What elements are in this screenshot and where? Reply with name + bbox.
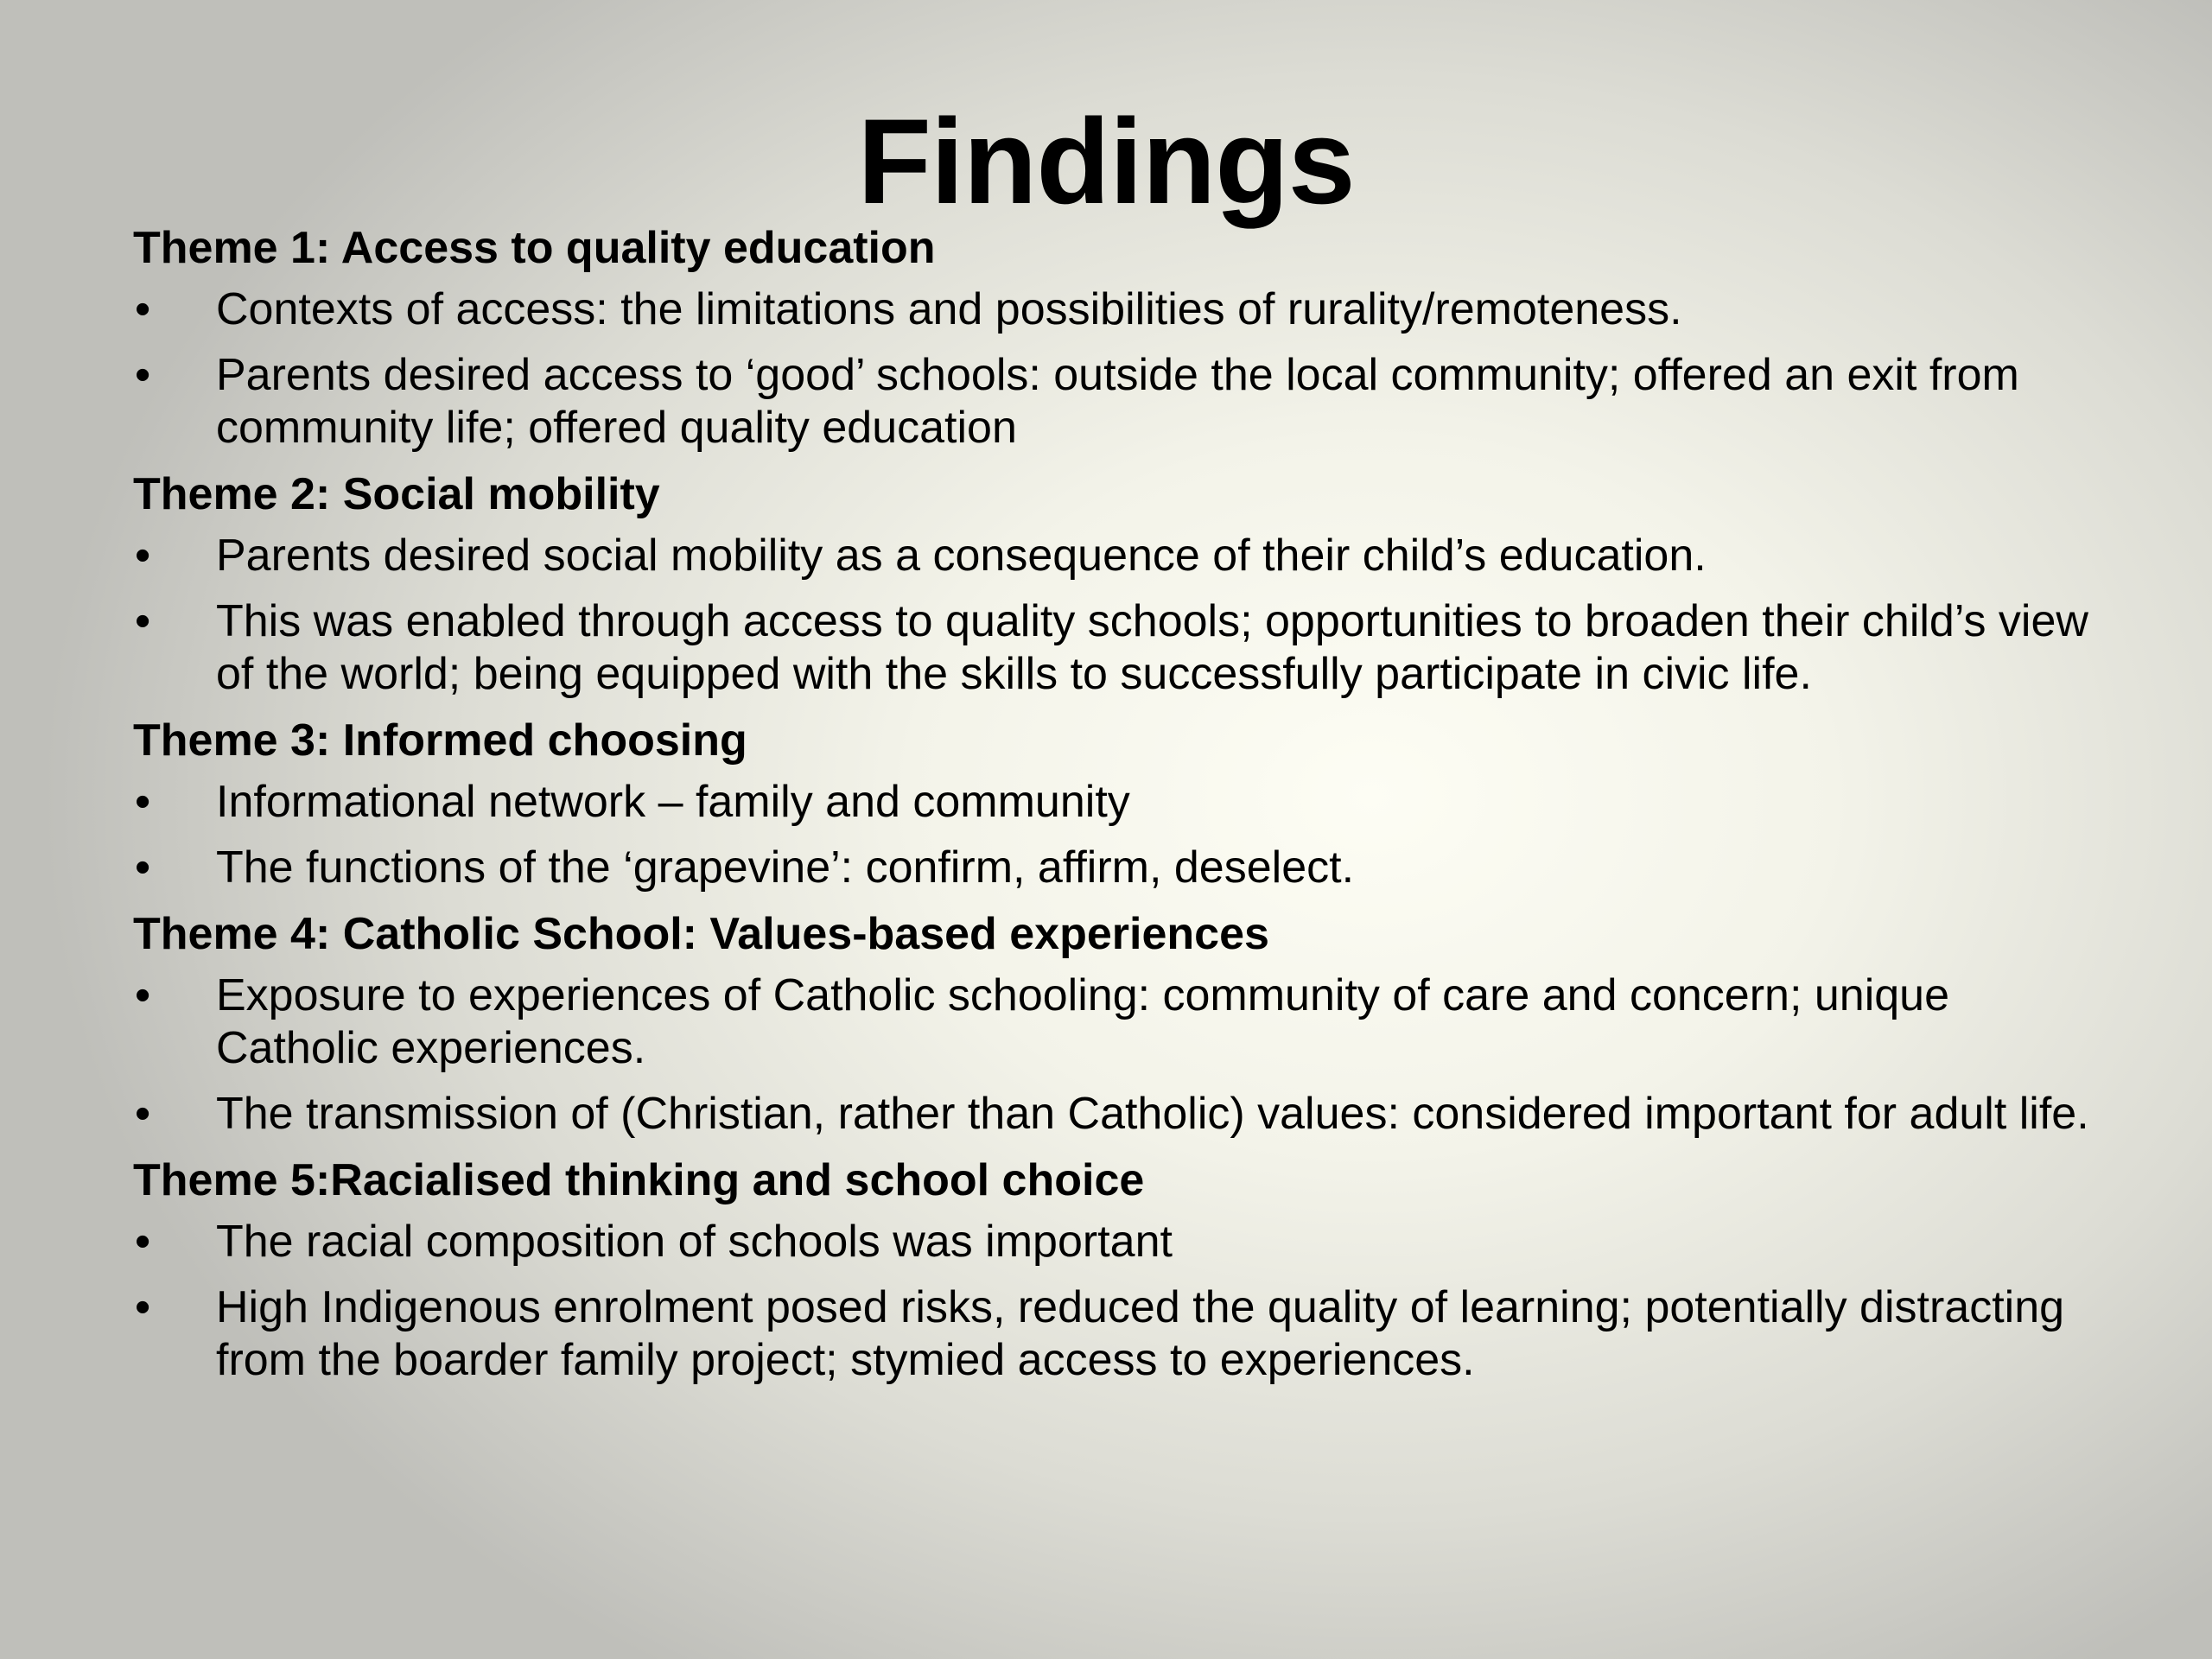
bullet-item	[133, 595, 2094, 701]
bullet-text: Parents desired access to ‘good’ schools: outside the local community; offered an exit from community life; offered quality education	[216, 350, 2019, 453]
bullet-text: Informational network – family and community	[216, 777, 1130, 827]
bullet-item	[133, 969, 2094, 1075]
bullet-icon: •	[135, 842, 151, 893]
bullet-icon: •	[135, 970, 151, 1020]
bullet-icon: •	[135, 1217, 151, 1267]
theme-3-heading: Theme 3: Informed choosing	[133, 715, 747, 766]
bullet-text: This was enabled through access to quality schools; opportunities to broaden their child’s view of the world; being equipped with the skills to successfully participate in civic life.	[216, 596, 2088, 699]
bullet-item	[133, 1216, 2094, 1268]
bullet-text: The racial composition of schools was important	[216, 1217, 1173, 1267]
theme-4-heading: Theme 4: Catholic School: Values-based experiences	[133, 909, 1269, 959]
bullet-text: High Indigenous enrolment posed risks, reduced the quality of learning; potentially distracting from the boarder family project; stymied access to experiences.	[216, 1282, 2065, 1385]
theme-5-heading: Theme 5:Racialised thinking and school choice	[133, 1155, 1145, 1205]
slide-content	[133, 221, 2094, 1400]
slide-title: Findings	[857, 93, 1355, 229]
bullet-icon: •	[135, 1089, 151, 1139]
bullet-item	[133, 842, 2094, 894]
bullet-item	[133, 283, 2094, 336]
bullet-item	[133, 776, 2094, 829]
bullet-text: Exposure to experiences of Catholic schooling: community of care and concern; unique Catholic experiences.	[216, 970, 1950, 1073]
bullet-icon: •	[135, 777, 151, 827]
bullet-item	[133, 1088, 2094, 1141]
bullet-text: Parents desired social mobility as a consequence of their child’s education.	[216, 531, 1707, 581]
theme-1-heading: Theme 1: Access to quality education	[133, 223, 936, 273]
bullet-icon: •	[135, 531, 151, 581]
bullet-item	[133, 349, 2094, 454]
bullet-text: The functions of the ‘grapevine’: confirm, affirm, deselect.	[216, 842, 1355, 893]
bullet-text: Contexts of access: the limitations and possibilities of rurality/remoteness.	[216, 284, 1682, 334]
bullet-icon: •	[135, 350, 151, 400]
theme-2-heading: Theme 2: Social mobility	[133, 469, 660, 519]
bullet-item	[133, 1281, 2094, 1387]
bullet-text: The transmission of (Christian, rather than Catholic) values: considered important for adult life.	[216, 1089, 2089, 1139]
bullet-icon: •	[135, 284, 151, 334]
bullet-item	[133, 530, 2094, 582]
bullet-icon: •	[135, 596, 151, 646]
bullet-icon: •	[135, 1282, 151, 1332]
